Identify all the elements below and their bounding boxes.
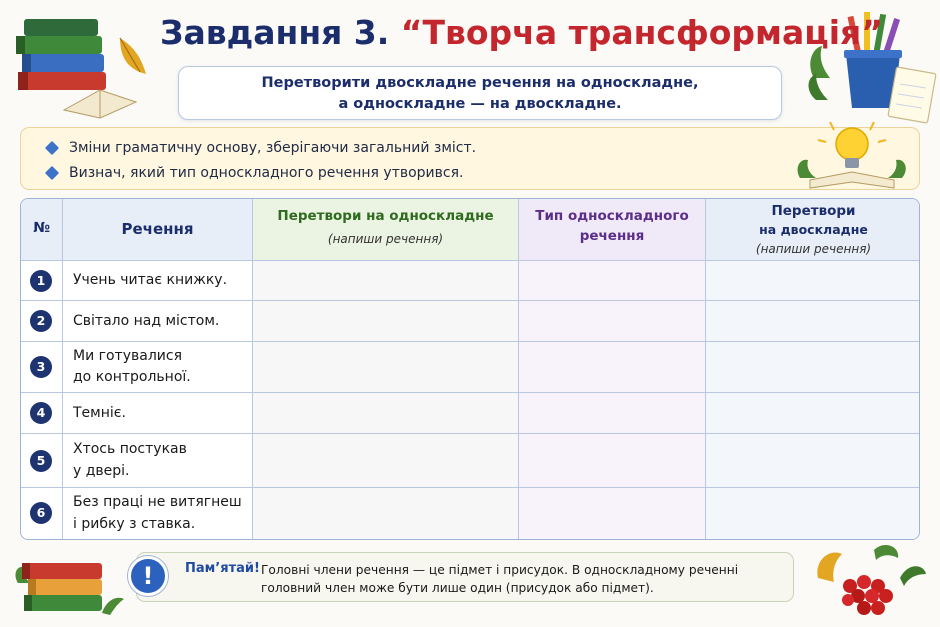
table-row-number-cell — [21, 393, 63, 434]
remember-label: Пам’ятай! — [185, 561, 260, 576]
table-row-sentence-cell — [63, 434, 253, 488]
header-to-one-part — [253, 199, 519, 261]
answer-to-two-part-cell[interactable] — [706, 301, 920, 342]
diamond-bullet-icon — [45, 141, 59, 155]
header-to-one-note: (напиши речення) — [327, 232, 444, 246]
answer-to-one-part-cell[interactable] — [253, 342, 519, 393]
table-row-sentence-cell — [63, 261, 253, 301]
header-to-one-title: Перетвори на односкладне — [277, 208, 494, 224]
answer-to-one-part-cell[interactable] — [253, 301, 519, 342]
answer-to-one-part-cell[interactable] — [253, 261, 519, 301]
answer-to-one-part-cell[interactable] — [253, 488, 519, 540]
table-row-sentence-cell — [63, 301, 253, 342]
header-type-line-1: Тип односкладного — [535, 208, 689, 224]
row-number-badge: 3 — [30, 356, 52, 378]
answer-type-cell[interactable] — [519, 488, 706, 540]
books-icon — [10, 543, 130, 623]
header-to-two-part — [706, 199, 920, 261]
header-to-two-line-1: Перетвори — [771, 203, 856, 219]
exclamation-icon: ! — [128, 556, 168, 596]
row-number-badge: 6 — [30, 502, 52, 524]
table-row-sentence-cell — [63, 488, 253, 540]
books-icon — [8, 10, 168, 120]
header-sentence-label: Речення — [121, 220, 194, 238]
sentence-line-1: Темніє. — [73, 405, 126, 421]
sentence-line-1: Хтось постукав — [73, 441, 187, 457]
instruction-line-1: Перетворити двоскладне речення на односкладне, — [261, 75, 699, 91]
table-row-sentence-cell — [63, 393, 253, 434]
viburnum-berries-icon — [804, 538, 934, 623]
header-number — [21, 199, 63, 261]
sentences-table — [20, 198, 920, 540]
answer-to-one-part-cell[interactable] — [253, 393, 519, 434]
task-text: Зміни граматичну основу, зберігаючи загальний зміст. — [69, 140, 477, 156]
answer-to-two-part-cell[interactable] — [706, 434, 920, 488]
sentence-line-2: і рибку з ставка. — [73, 516, 196, 532]
table-row-sentence-cell — [63, 342, 253, 393]
row-number-badge: 1 — [30, 270, 52, 292]
answer-to-two-part-cell[interactable] — [706, 342, 920, 393]
instruction-line-2: а односкладне — на двоскладне. — [338, 96, 622, 112]
table-row-number-cell — [21, 488, 63, 540]
sentence-line-2: до контрольної. — [73, 369, 191, 385]
answer-to-one-part-cell[interactable] — [253, 434, 519, 488]
answer-type-cell[interactable] — [519, 393, 706, 434]
remember-text: Головні члени речення — це підмет і присудок. В односкладному реченні головний член може бути лише один (присудок або підмет). — [261, 563, 739, 595]
tasks-box — [20, 127, 920, 190]
task-text: Визнач, який тип односкладного речення утворився. — [69, 165, 464, 181]
title-task-number: Завдання 3. — [160, 13, 390, 52]
table-row-number-cell — [21, 434, 63, 488]
answer-type-cell[interactable] — [519, 301, 706, 342]
header-to-two-note: (напиши речення) — [755, 242, 872, 256]
title-task-name: “Творча трансформація” — [400, 13, 883, 52]
answer-to-two-part-cell[interactable] — [706, 261, 920, 301]
sentence-line-1: Учень читає книжку. — [73, 272, 228, 288]
header-sentence — [63, 199, 253, 261]
instruction-box — [178, 66, 782, 120]
table-row-number-cell — [21, 342, 63, 393]
row-number-badge: 5 — [30, 450, 52, 472]
sentence-line-1: Ми готувалися — [73, 348, 182, 364]
answer-type-cell[interactable] — [519, 434, 706, 488]
sentence-line-1: Світало над містом. — [73, 313, 220, 329]
table-row-number-cell — [21, 301, 63, 342]
answer-to-two-part-cell[interactable] — [706, 488, 920, 540]
row-number-badge: 4 — [30, 402, 52, 424]
sentence-line-1: Без праці не витягнеш — [73, 494, 242, 510]
answer-type-cell[interactable] — [519, 261, 706, 301]
lightbulb-book-icon — [790, 116, 920, 196]
answer-to-two-part-cell[interactable] — [706, 393, 920, 434]
remember-note — [136, 552, 794, 602]
diamond-bullet-icon — [45, 166, 59, 180]
header-type-line-2: речення — [579, 228, 645, 244]
header-number-label: № — [33, 220, 50, 236]
table-row-number-cell — [21, 261, 63, 301]
header-to-two-line-2: на двоскладне — [759, 222, 868, 237]
page-title — [160, 8, 883, 58]
sentence-line-2: у двері. — [73, 463, 130, 479]
row-number-badge: 2 — [30, 310, 52, 332]
answer-type-cell[interactable] — [519, 342, 706, 393]
header-type — [519, 199, 706, 261]
